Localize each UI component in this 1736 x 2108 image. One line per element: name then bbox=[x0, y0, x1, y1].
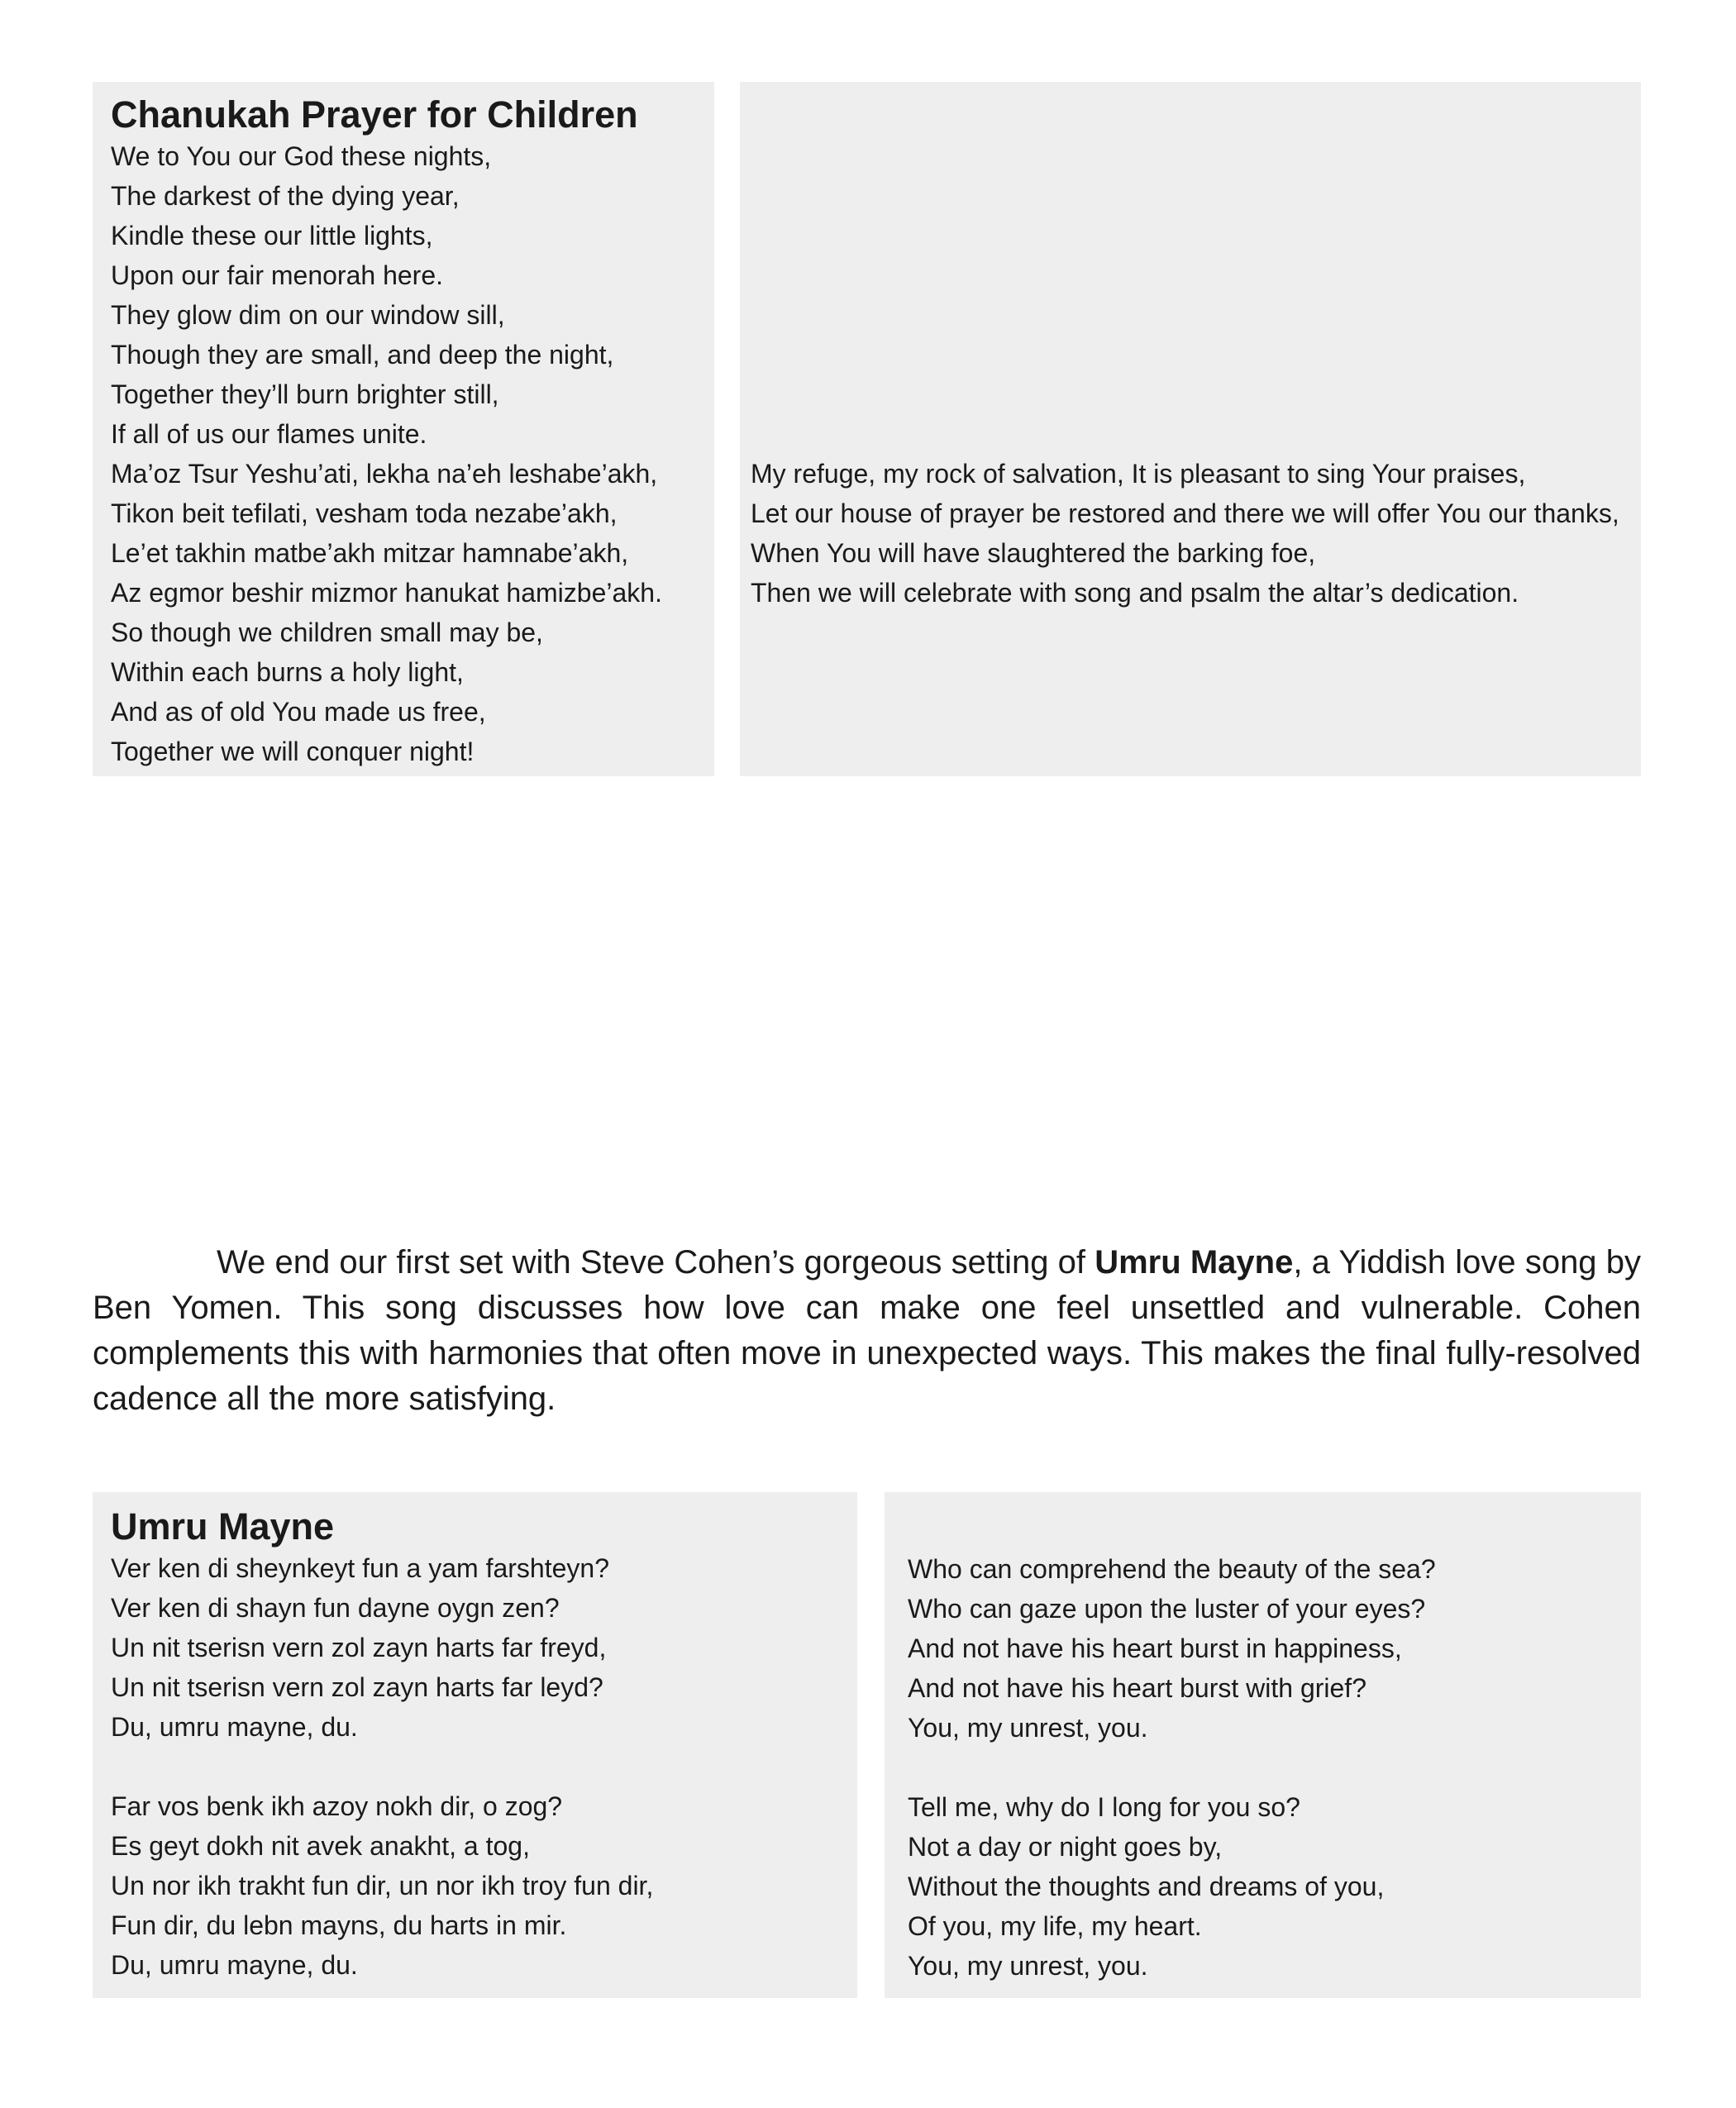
lyric-line: Un nor ikh trakht fun dir, un nor ikh troy fun dir, bbox=[111, 1871, 654, 1901]
umru-translation-box bbox=[885, 1492, 1641, 1998]
lyric-line: If all of us our flames unite. bbox=[111, 419, 427, 449]
lyric-line bbox=[908, 1748, 1641, 1787]
lyric-line: And not have his heart burst in happiness, bbox=[908, 1633, 1402, 1663]
lyric-line: Un nit tserisn vern zol zayn harts far freyd, bbox=[111, 1633, 607, 1662]
umru-mayne-intro-paragraph bbox=[93, 1240, 1641, 1422]
chanukah-translation-lines bbox=[751, 454, 1641, 613]
lyric-line: Le’et takhin matbe’akh mitzar hamnabe’akh, bbox=[111, 538, 629, 568]
lyric-line: Fun dir, du lebn mayns, du harts in mir. bbox=[111, 1910, 567, 1940]
chanukah-original-box bbox=[93, 82, 714, 776]
umru-translation-lines bbox=[908, 1549, 1641, 1986]
lyric-line: Then we will celebrate with song and psalm the altar’s dedication. bbox=[751, 578, 1519, 608]
lyric-line: Tikon beit tefilati, vesham toda nezabe’akh, bbox=[111, 498, 618, 528]
umru-original-lines bbox=[111, 1548, 857, 1985]
intro-text-part2: , a Yiddish love song by Ben Yomen. This song discusses how love can make one feel unsettled and vulnerable. Cohen complements this with harmonies that often move in unexpected ways. This makes the final fully-resolved cadence all the more satisfying. bbox=[93, 1244, 1641, 1417]
lyric-line: Let our house of prayer be restored and there we will offer You our thanks, bbox=[751, 498, 1619, 528]
chanukah-title: Chanukah Prayer for Children bbox=[111, 93, 638, 136]
intro-song-name: Umru Mayne bbox=[1095, 1244, 1294, 1281]
lyric-line: Who can gaze upon the luster of your eyes? bbox=[908, 1594, 1426, 1624]
lyric-line: Tell me, why do I long for you so? bbox=[908, 1792, 1300, 1822]
lyric-line: The darkest of the dying year, bbox=[111, 181, 460, 211]
lyric-line: Ver ken di shayn fun dayne oygn zen? bbox=[111, 1593, 560, 1623]
lyric-line: And not have his heart burst with grief? bbox=[908, 1673, 1366, 1703]
lyric-line: Without the thoughts and dreams of you, bbox=[908, 1872, 1385, 1901]
lyric-line: Kindle these our little lights, bbox=[111, 221, 433, 250]
lyric-line: Ma’oz Tsur Yeshu’ati, lekha na’eh leshabe’akh, bbox=[111, 459, 658, 489]
lyric-line: Es geyt dokh nit avek anakht, a tog, bbox=[111, 1831, 530, 1861]
lyric-line: Far vos benk ikh azoy nokh dir, o zog? bbox=[111, 1791, 563, 1821]
lyric-line: You, my unrest, you. bbox=[908, 1951, 1148, 1981]
lyric-line: Within each burns a holy light, bbox=[111, 657, 464, 687]
lyric-line: When You will have slaughtered the barking foe, bbox=[751, 538, 1316, 568]
lyric-line: So though we children small may be, bbox=[111, 618, 543, 647]
lyric-line: Du, umru mayne, du. bbox=[111, 1950, 358, 1980]
umru-title: Umru Mayne bbox=[111, 1505, 335, 1548]
intro-text-part1: We end our first set with Steve Cohen’s gorgeous setting of bbox=[217, 1244, 1095, 1281]
lyric-line: My refuge, my rock of salvation, It is pleasant to sing Your praises, bbox=[751, 459, 1526, 489]
lyric-line: Upon our fair menorah here. bbox=[111, 260, 443, 290]
chanukah-original-lines bbox=[111, 136, 714, 771]
lyric-line: And as of old You made us free, bbox=[111, 697, 486, 727]
lyric-line bbox=[111, 1747, 857, 1786]
lyric-line: You, my unrest, you. bbox=[908, 1713, 1148, 1743]
lyric-line: Together they’ll burn brighter still, bbox=[111, 379, 499, 409]
lyric-line: Not a day or night goes by, bbox=[908, 1832, 1223, 1862]
lyric-line: Az egmor beshir mizmor hanukat hamizbe’akh. bbox=[111, 578, 662, 608]
lyric-line: Un nit tserisn vern zol zayn harts far leyd? bbox=[111, 1672, 603, 1702]
lyric-line: We to You our God these nights, bbox=[111, 141, 492, 171]
lyric-line: They glow dim on our window sill, bbox=[111, 300, 505, 330]
lyric-line: Ver ken di sheynkeyt fun a yam farshteyn? bbox=[111, 1553, 609, 1583]
lyric-line: Though they are small, and deep the night, bbox=[111, 340, 614, 370]
chanukah-translation-box bbox=[740, 82, 1641, 776]
lyric-line: Du, umru mayne, du. bbox=[111, 1712, 358, 1742]
lyric-line: Who can comprehend the beauty of the sea? bbox=[908, 1554, 1436, 1584]
umru-original-box bbox=[93, 1492, 857, 1998]
lyric-line: Of you, my life, my heart. bbox=[908, 1911, 1202, 1941]
lyric-line: Together we will conquer night! bbox=[111, 737, 475, 766]
